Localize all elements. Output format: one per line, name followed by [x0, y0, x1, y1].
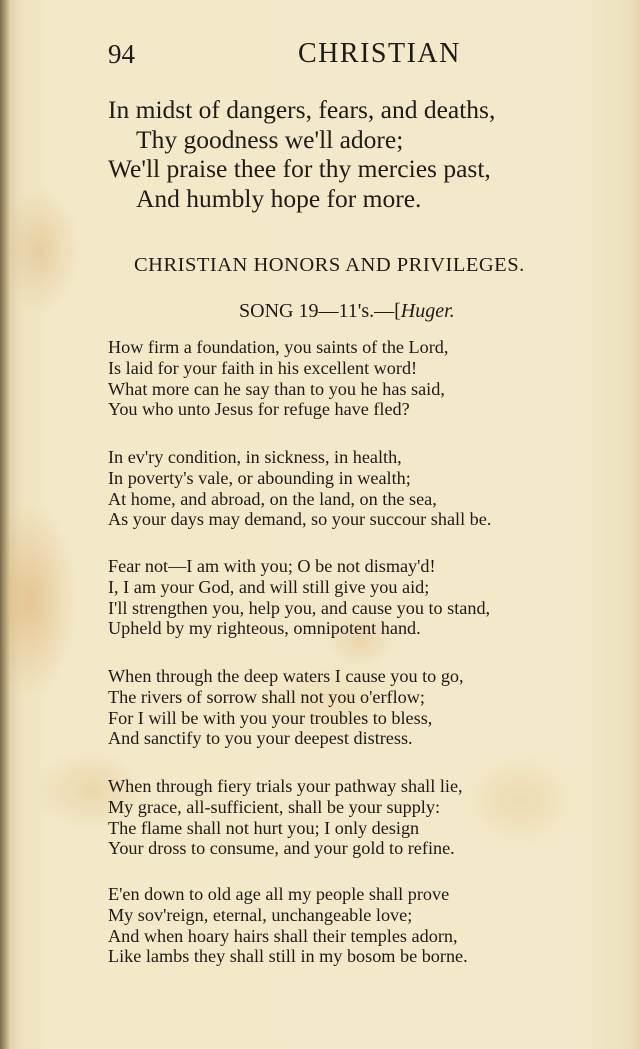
verse-line: You who unto Jesus for refuge have fled? — [108, 399, 410, 420]
verse-line: The rivers of sorrow shall not you o'erflow; — [108, 686, 425, 707]
song-heading — [239, 298, 455, 324]
verse-line: And sanctify to you your deepest distress. — [108, 728, 413, 749]
verse-line: My grace, all-sufficient, shall be your supply: — [108, 796, 441, 817]
verse-line: And when hoary hairs shall their temples adorn, — [108, 925, 458, 946]
verse-line: Your dross to consume, and your gold to refine. — [108, 838, 455, 859]
verse-line: For I will be with you your troubles to bless, — [108, 707, 433, 728]
verse-line: Thy goodness we'll adore; — [136, 124, 404, 154]
stanza-3 — [108, 556, 490, 639]
previous-hymn-ending — [108, 95, 495, 213]
verse-line: When through fiery trials your pathway shall lie, — [108, 776, 463, 796]
verse-line: Upheld by my righteous, omnipotent hand. — [108, 618, 421, 639]
stanza-4 — [108, 666, 464, 749]
verse-line: The flame shall not hurt you; I only design — [108, 817, 420, 838]
stanza-2 — [108, 447, 491, 530]
verse-line: I, I am your God, and will still give you aid; — [108, 576, 430, 597]
verse-line: Fear not—I am with you; O be not dismay'd! — [108, 556, 436, 576]
verse-line: At home, and abroad, on the land, on the sea, — [108, 488, 437, 509]
song-number-meter: SONG 19—11's.—[ — [239, 300, 401, 322]
page-header — [108, 38, 468, 72]
stanza-5 — [108, 776, 463, 859]
verse-line: E'en down to old age all my people shall prove — [108, 884, 450, 904]
verse-line: Is laid for your faith in his excellent word! — [108, 357, 418, 378]
running-head: CHRISTIAN — [298, 38, 461, 69]
verse-line: In midst of dangers, fears, and deaths, — [108, 95, 496, 124]
verse-line: And humbly hope for more. — [136, 183, 422, 213]
verse-line: What more can he say than to you he has said, — [108, 378, 445, 399]
verse-line: My sov'reign, eternal, unchangeable love; — [108, 904, 413, 925]
page-number: 94 — [108, 39, 135, 69]
verse-line: When through the deep waters I cause you to go, — [108, 666, 464, 686]
verse-line: In poverty's vale, or abounding in wealth; — [108, 467, 411, 488]
verse-line: How firm a foundation, you saints of the Lord, — [108, 337, 449, 357]
stanza-1 — [108, 337, 448, 420]
verse-line: I'll strengthen you, help you, and cause you to stand, — [108, 597, 491, 618]
verse-line: As your days may demand, so your succour shall be. — [108, 509, 492, 530]
verse-line: In ev'ry condition, in sickness, in health, — [108, 447, 402, 467]
binding-gutter — [0, 0, 10, 1049]
verse-line: Like lambs they shall still in my bosom be borne. — [108, 946, 468, 967]
stanza-6 — [108, 884, 468, 967]
tune-name: Huger. — [400, 300, 455, 322]
section-title: CHRISTIAN HONORS AND PRIVILEGES. — [134, 254, 525, 276]
verse-line: We'll praise thee for thy mercies past, — [108, 154, 491, 183]
